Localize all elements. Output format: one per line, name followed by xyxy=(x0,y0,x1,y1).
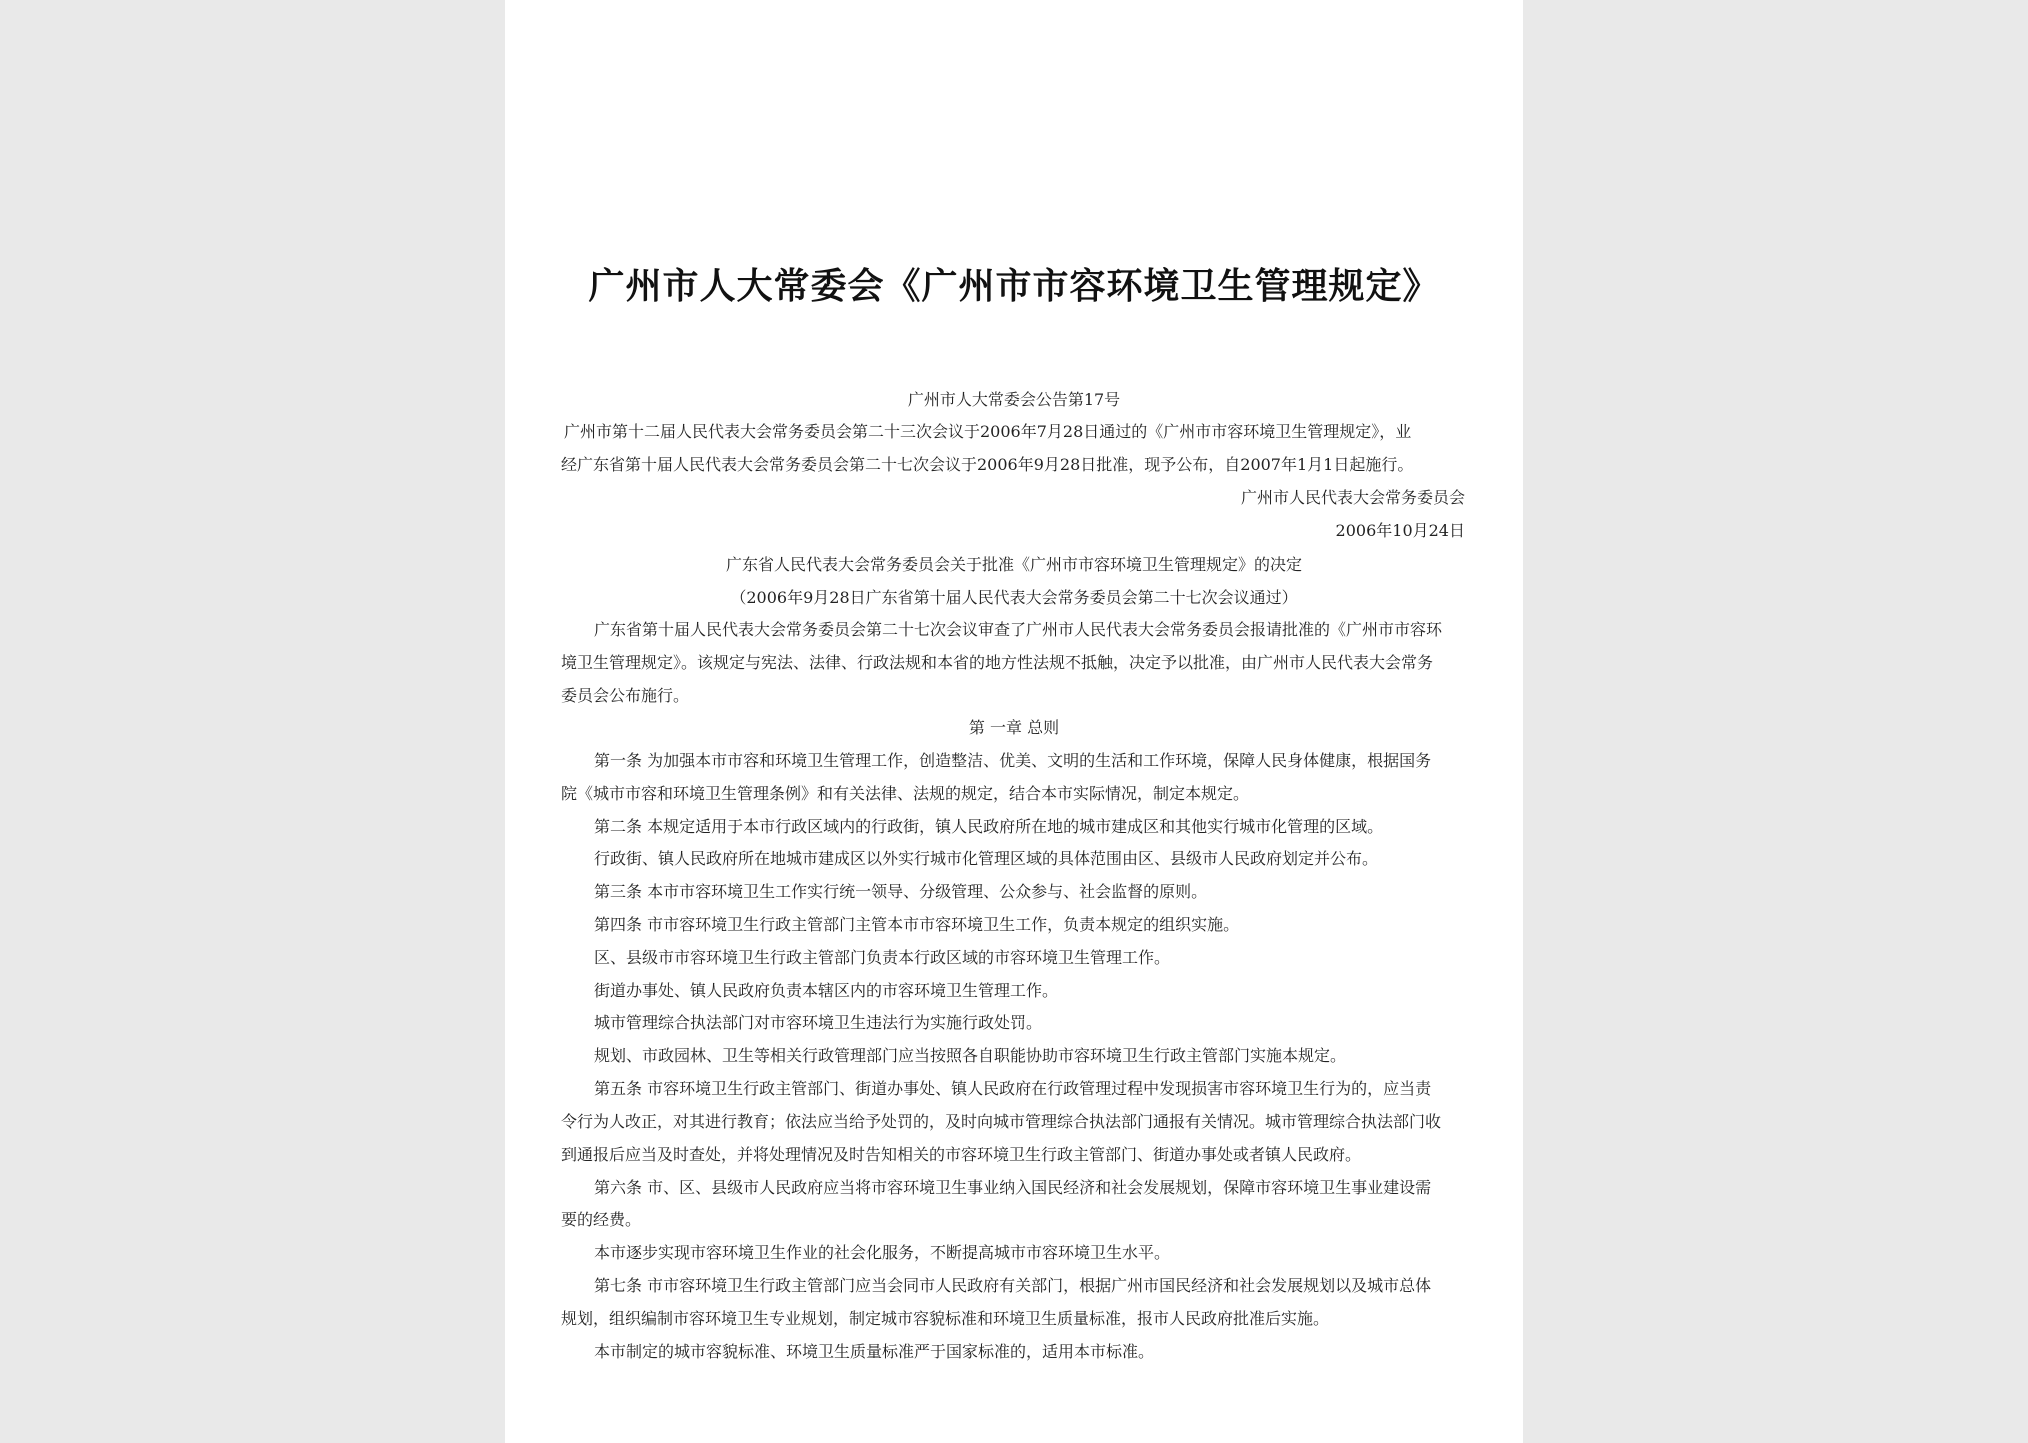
decision-line: 广东省第十届人民代表大会常务委员会第二十七次会议审查了广州市人民代表大会常务委员会报请批准的《广州市市容环 xyxy=(594,620,1443,639)
decision-title: 广东省人民代表大会常务委员会关于批准《广州市市容环境卫生管理规定》的决定 xyxy=(725,555,1302,574)
intro-line: 经广东省第十届人民代表大会常务委员会第二十七次会议于2006年9月28日批准，现予公布，自2007年1月1日起施行。 xyxy=(561,455,1414,474)
body-line: 规划，组织编制市容环境卫生专业规划，制定城市容貌标准和环境卫生质量标准，报市人民政府批准后实施。 xyxy=(561,1309,1330,1328)
body-line: 第六条 市、区、县级市人民政府应当将市容环境卫生事业纳入国民经济和社会发展规划，保障市容环境卫生事业建设需 xyxy=(594,1178,1432,1197)
body-line: 第一条 为加强本市市容和环境卫生管理工作，创造整洁、优美、文明的生活和工作环境，保障人民身体健康，根据国务 xyxy=(594,751,1432,770)
body-line: 到通报后应当及时查处，并将处理情况及时告知相关的市容环境卫生行政主管部门、街道办事处或者镇人民政府。 xyxy=(561,1145,1362,1164)
decision-subtitle: （2006年9月28日广东省第十届人民代表大会常务委员会第二十七次会议通过） xyxy=(730,588,1298,607)
body-line: 第二条 本规定适用于本市行政区域内的行政街，镇人民政府所在地的城市建成区和其他实行城市化管理的区域。 xyxy=(594,817,1384,836)
body-line: 第三条 本市市容环境卫生工作实行统一领导、分级管理、公众参与、社会监督的原则。 xyxy=(594,882,1208,901)
body-line: 第七条 市市容环境卫生行政主管部门应当会同市人民政府有关部门，根据广州市国民经济和社会发展规划以及城市总体 xyxy=(594,1276,1432,1295)
body-line: 本市制定的城市容貌标准、环境卫生质量标准严于国家标准的，适用本市标准。 xyxy=(594,1342,1155,1361)
body-line: 规划、市政园林、卫生等相关行政管理部门应当按照各自职能协助市容环境卫生行政主管部门实施本规定。 xyxy=(594,1046,1347,1065)
issue-date: 2006年10月24日 xyxy=(1335,521,1465,540)
body-line: 第五条 市容环境卫生行政主管部门、街道办事处、镇人民政府在行政管理过程中发现损害市容环境卫生行为的，应当责 xyxy=(594,1079,1432,1098)
chapter-title: 第 一章 总则 xyxy=(968,718,1060,737)
announcement-number: 广州市人大常委会公告第17号 xyxy=(907,390,1121,409)
decision-line: 委员会公布施行。 xyxy=(561,686,690,705)
body-line: 街道办事处、镇人民政府负责本辖区内的市容环境卫生管理工作。 xyxy=(594,981,1059,1000)
body-line: 行政街、镇人民政府所在地城市建成区以外实行城市化管理区域的具体范围由区、县级市人民政府划定并公布。 xyxy=(594,849,1379,868)
decision-line: 境卫生管理规定》。该规定与宪法、法律、行政法规和本省的地方性法规不抵触，决定予以批准，由广州市人民代表大会常务 xyxy=(561,653,1434,672)
document-title: 广州市人大常委会《广州市市容环境卫生管理规定》 xyxy=(588,265,1440,307)
intro-line: 广州市第十二届人民代表大会常务委员会第二十三次会议于2006年7月28日通过的《广州市市容环境卫生管理规定》，业 xyxy=(564,422,1412,441)
body-line: 院《城市市容和环境卫生管理条例》和有关法律、法规的规定，结合本市实际情况，制定本规定。 xyxy=(561,784,1250,803)
document-page xyxy=(505,0,1523,1443)
body-line: 令行为人改正，对其进行教育；依法应当给予处罚的，及时向城市管理综合执法部门通报有关情况。城市管理综合执法部门收 xyxy=(561,1112,1442,1131)
body-line: 区、县级市市容环境卫生行政主管部门负责本行政区域的市容环境卫生管理工作。 xyxy=(594,948,1171,967)
body-line: 本市逐步实现市容环境卫生作业的社会化服务，不断提高城市市容环境卫生水平。 xyxy=(594,1243,1171,1262)
body-line: 要的经费。 xyxy=(561,1210,642,1229)
body-line: 第四条 市市容环境卫生行政主管部门主管本市市容环境卫生工作，负责本规定的组织实施。 xyxy=(594,915,1240,934)
issuer-signature: 广州市人民代表大会常务委员会 xyxy=(1240,488,1465,507)
body-line: 城市管理综合执法部门对市容环境卫生违法行为实施行政处罚。 xyxy=(594,1013,1043,1032)
